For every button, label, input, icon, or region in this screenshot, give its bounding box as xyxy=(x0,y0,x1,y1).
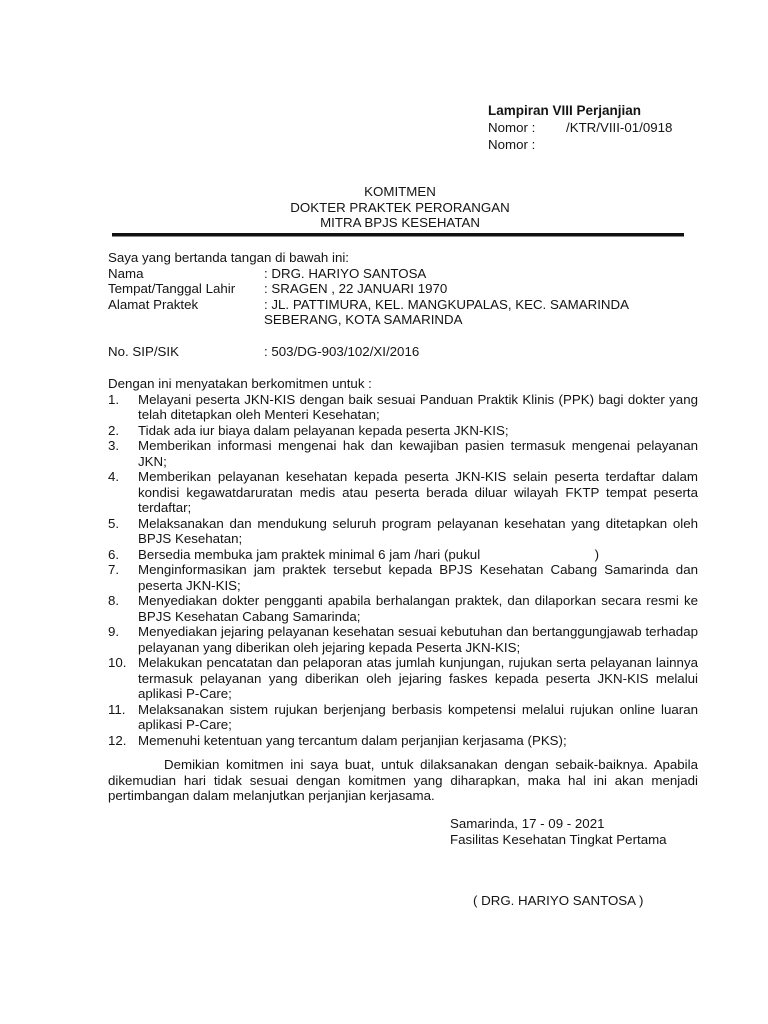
identity-value: SEBERANG, KOTA SAMARINDA xyxy=(264,312,463,327)
place-date: Samarinda, 17 - 09 - 2021 xyxy=(450,816,605,831)
item-text: Menginformasikan jam praktek tersebut kepada BPJS Kesehatan Cabang Samarinda dan peserta JKN-KIS; xyxy=(138,562,698,593)
nomor-row xyxy=(488,119,728,136)
item-text: Menyediakan dokter pengganti apabila berhalangan praktek, dan dilaporkan secara resmi ke BPJS Kesehatan Cabang Samarinda; xyxy=(138,593,698,624)
title-divider xyxy=(112,233,684,237)
signatory-name: ( DRG. HARIYO SANTOSA ) xyxy=(473,893,644,908)
identity-row-sip xyxy=(108,344,698,360)
identity-row-address xyxy=(108,297,698,313)
signature-block xyxy=(450,816,750,848)
list-item xyxy=(108,392,698,423)
sip-label: No. SIP/SIK xyxy=(108,343,179,359)
commitment-intro: Dengan ini menyatakan berkomitmen untuk : xyxy=(108,376,372,391)
item-text: Melakukan pencatatan dan pelaporan atas jumlah kunjungan, rujukan serta pelayanan lainnya termasuk pelayanan yang diberikan oleh jejaring faskes kepada peserta JKN-KIS melalui aplikasi P-Care; xyxy=(138,655,698,701)
item-text: Menyediakan jejaring pelayanan kesehatan sesuai kebutuhan dan bertanggungjawab terhadap pelayanan yang diberikan oleh jejaring kepada Peserta JKN-KIS; xyxy=(138,624,698,655)
identity-label: Tempat/Tanggal Lahir xyxy=(108,281,236,296)
item-number: 12. xyxy=(108,732,127,748)
identity-value: : DRG. HARIYO SANTOSA xyxy=(264,265,427,281)
identity-row-birth xyxy=(108,281,698,297)
item-text: Memberikan pelayanan kesehatan kepada peserta JKN-KIS selain peserta terdaftar dalam kondisi kegawatdaruratan medis atau peserta berada diluar wilayah FKTP tempat peserta terdaftar; xyxy=(138,469,698,515)
item-number: 2. xyxy=(108,422,120,438)
item-text: Melaksanakan dan mendukung seluruh program pelayanan kesehatan yang ditetapkan oleh BPJS Kesehatan; xyxy=(138,515,698,546)
list-item xyxy=(108,702,698,733)
item-text: Melaksanakan sistem rujukan berjenjang berbasis kompetensi melalui rujukan online luaran aplikasi P-Care; xyxy=(138,701,698,732)
item-number: 10. xyxy=(108,655,127,670)
list-item xyxy=(108,655,698,702)
list-item xyxy=(108,547,698,563)
list-item xyxy=(108,624,698,655)
identity-row-name xyxy=(108,266,698,282)
sip-value: : 503/DG-903/102/XI/2016 xyxy=(264,343,420,359)
item-number: 3. xyxy=(108,438,120,453)
list-item xyxy=(108,593,698,624)
list-item xyxy=(108,423,698,439)
item-number: 6. xyxy=(108,546,120,562)
item-text: Bersedia membuka jam praktek minimal 6 jam /hari (pukul ) xyxy=(138,546,600,562)
document-title xyxy=(100,184,700,231)
title-line-1: KOMITMEN xyxy=(364,184,436,199)
nomor-label-2: Nomor : xyxy=(488,137,536,152)
identity-value: : JL. PATTIMURA, KEL. MANGKUPALAS, KEC. SAMARINDA xyxy=(264,296,630,312)
nomor-label: Nomor : xyxy=(488,120,536,135)
identity-value: : SRAGEN , 22 JANUARI 1970 xyxy=(264,281,448,296)
attachment-title: Lampiran VIII Perjanjian xyxy=(488,103,642,118)
identity-label xyxy=(108,312,264,328)
closing-paragraph: Demikian komitmen ini saya buat, untuk dilaksanakan dengan sebaik-baiknya. Apabila dikemudian hari tidak sesuai dengan komitmen yang diharapkan, maka hal ini akan menjadi pertimbangan dalam melanjutkan perjanjian kerjasama. xyxy=(108,757,698,803)
list-item xyxy=(108,733,698,749)
identity-intro: Saya yang bertanda tangan di bawah ini: xyxy=(108,250,349,265)
nomor-value: /KTR/VIII-01/0918 xyxy=(566,120,673,135)
item-text: Memenuhi ketentuan yang tercantum dalam perjanjian kerjasama (PKS); xyxy=(138,732,567,748)
list-item xyxy=(108,438,698,469)
item-text: Melayani peserta JKN-KIS dengan baik sesuai Panduan Praktik Klinis (PPK) bagi dokter yang telah ditetapkan oleh Menteri Kesehatan; xyxy=(138,391,698,422)
item-number: 11. xyxy=(108,701,126,717)
nomor-row-2 xyxy=(488,136,728,153)
facility-label: Fasilitas Kesehatan Tingkat Pertama xyxy=(450,832,667,847)
item-text: Memberikan informasi mengenai hak dan kewajiban pasien termasuk mengenai pelayanan JKN; xyxy=(138,438,698,469)
item-number: 4. xyxy=(108,469,120,484)
list-item xyxy=(108,469,698,516)
item-number: 8. xyxy=(108,593,120,608)
item-number: 7. xyxy=(108,562,120,577)
commitment-list xyxy=(108,392,698,749)
document-body xyxy=(108,250,698,804)
item-number: 9. xyxy=(108,624,120,639)
identity-label: Nama xyxy=(108,265,144,281)
item-number: 1. xyxy=(108,391,120,407)
item-text: Tidak ada iur biaya dalam pelayanan kepada peserta JKN-KIS; xyxy=(138,422,509,438)
identity-row-address-cont xyxy=(108,312,698,328)
item-number: 5. xyxy=(108,515,120,531)
identity-label: Alamat Praktek xyxy=(108,296,199,312)
title-line-2: DOKTER PRAKTEK PERORANGAN xyxy=(290,199,510,215)
title-line-3: MITRA BPJS KESEHATAN xyxy=(320,215,480,230)
list-item xyxy=(108,516,698,547)
attachment-header xyxy=(488,102,728,153)
list-item xyxy=(108,562,698,593)
